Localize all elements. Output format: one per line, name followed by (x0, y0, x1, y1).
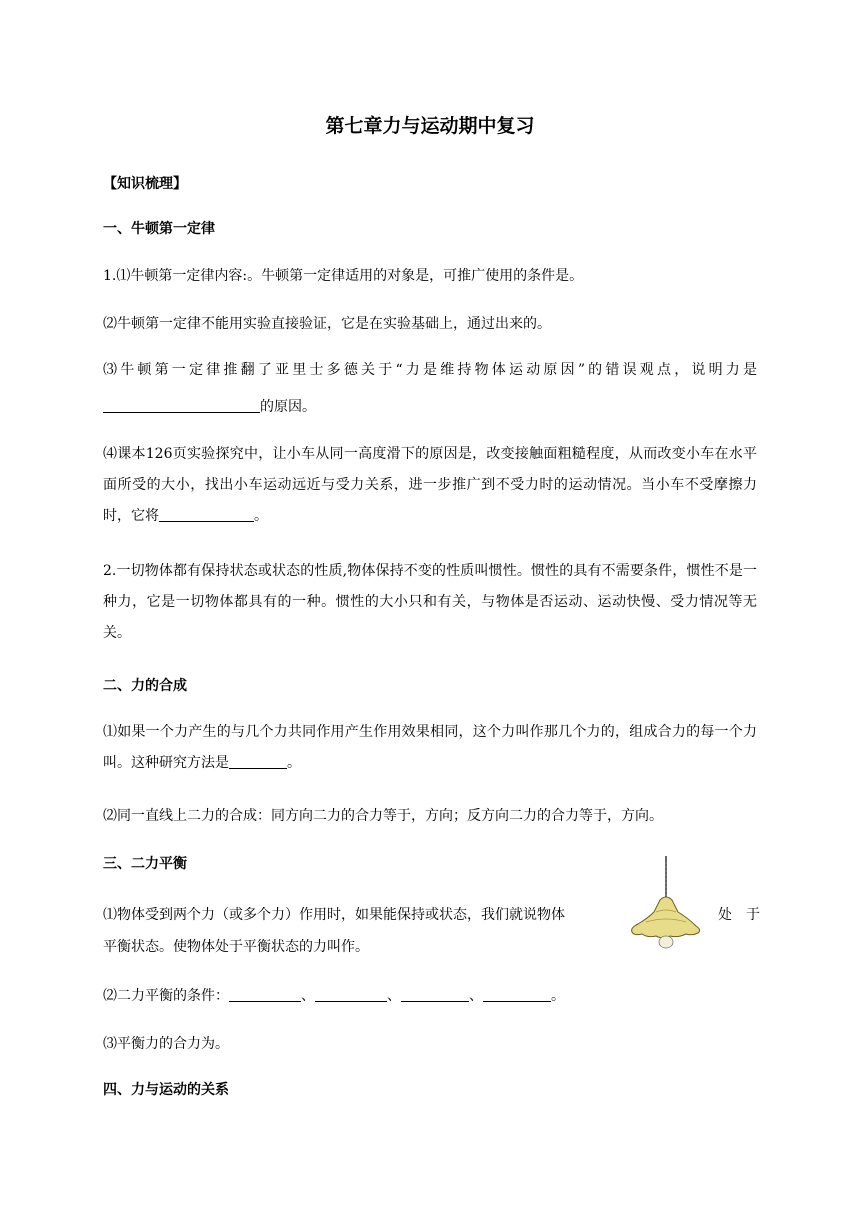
separator: 、 (387, 988, 401, 1004)
answer-blank[interactable] (401, 987, 469, 1002)
paragraph-10: ⑶平衡力的合力为。 (103, 1036, 229, 1052)
answer-blank[interactable] (315, 987, 387, 1002)
paragraph-8-right: 处 于 (718, 907, 760, 923)
paragraph-6-end: 。 (287, 755, 301, 771)
section-heading-balance: 三、二力平衡 (103, 856, 187, 872)
section-heading-newton: 一、牛顿第一定律 (103, 221, 215, 237)
paragraph-8-line1: ⑴物体受到两个力（或多个力）作用时，如果能保持或状态，我们就说物体 (103, 907, 565, 923)
paragraph-6 (103, 717, 757, 779)
paragraph-4 (103, 439, 757, 532)
paragraph-9-prefix: ⑵二力平衡的条件： (103, 988, 229, 1004)
paragraph-9-end: 。 (551, 988, 565, 1004)
separator: 、 (469, 988, 483, 1004)
hanging-lamp-illustration (626, 856, 706, 956)
paragraph-3-line1: ⑶牛顿第一定律推翻了亚里士多德关于“力是维持物体运动原因”的错误观点，说明力是 (103, 362, 757, 378)
answer-blank[interactable] (229, 987, 301, 1002)
paragraph-3-line2 (103, 397, 316, 417)
paragraph-3-suffix: 的原因。 (260, 399, 316, 415)
answer-blank[interactable] (483, 987, 551, 1002)
section-heading-force-motion: 四、力与运动的关系 (103, 1082, 229, 1098)
paragraph-7: ⑵同一直线上二力的合成：同方向二力的合力等于，方向；反方向二力的合力等于，方向。 (103, 808, 663, 824)
paragraph-2: ⑵牛顿第一定律不能用实验直接验证，它是在实验基础上，通过出来的。 (103, 316, 551, 332)
paragraph-4-text: ⑷课本126页实验探究中，让小车从同一高度滑下的原因是，改变接触面粗糙程度，从而改变小车在水平面所受的大小，找出小车运动远近与受力关系，进一步推广到不受力时的运动情况。当小车不受摩擦力时，它将 (103, 446, 757, 524)
answer-blank[interactable] (103, 398, 260, 413)
page-title: 第七章力与运动期中复习 (325, 115, 535, 137)
paragraph-5: 2.一切物体都有保持状态或状态的性质,物体保持不变的性质叫惯性。惯性的具有不需要条件，惯性不是一种力，它是一切物体都具有的一种。惯性的大小只和有关，与物体是否运动、运动快慢、受力情况等无关。 (103, 563, 757, 641)
paragraph-9 (103, 986, 565, 1006)
paragraph-1: 1.⑴牛顿第一定律内容:。牛顿第一定律适用的对象是，可推广使用的条件是。 (103, 268, 584, 284)
answer-blank[interactable] (159, 507, 254, 522)
paragraph-8-line2: 平衡状态。使物体处于平衡状态的力叫作。 (103, 939, 369, 955)
paragraph-4-end: 。 (254, 508, 268, 524)
answer-blank[interactable] (229, 754, 287, 769)
knowledge-heading: 【知识梳理】 (103, 176, 187, 192)
separator: 、 (301, 988, 315, 1004)
paragraph-6-text: ⑴如果一个力产生的与几个力共同作用产生作用效果相同，这个力叫作那几个力的，组成合力的每一个力叫。这种研究方法是 (103, 724, 757, 771)
lamp-icon (626, 856, 706, 956)
section-heading-composition: 二、力的合成 (103, 678, 187, 694)
